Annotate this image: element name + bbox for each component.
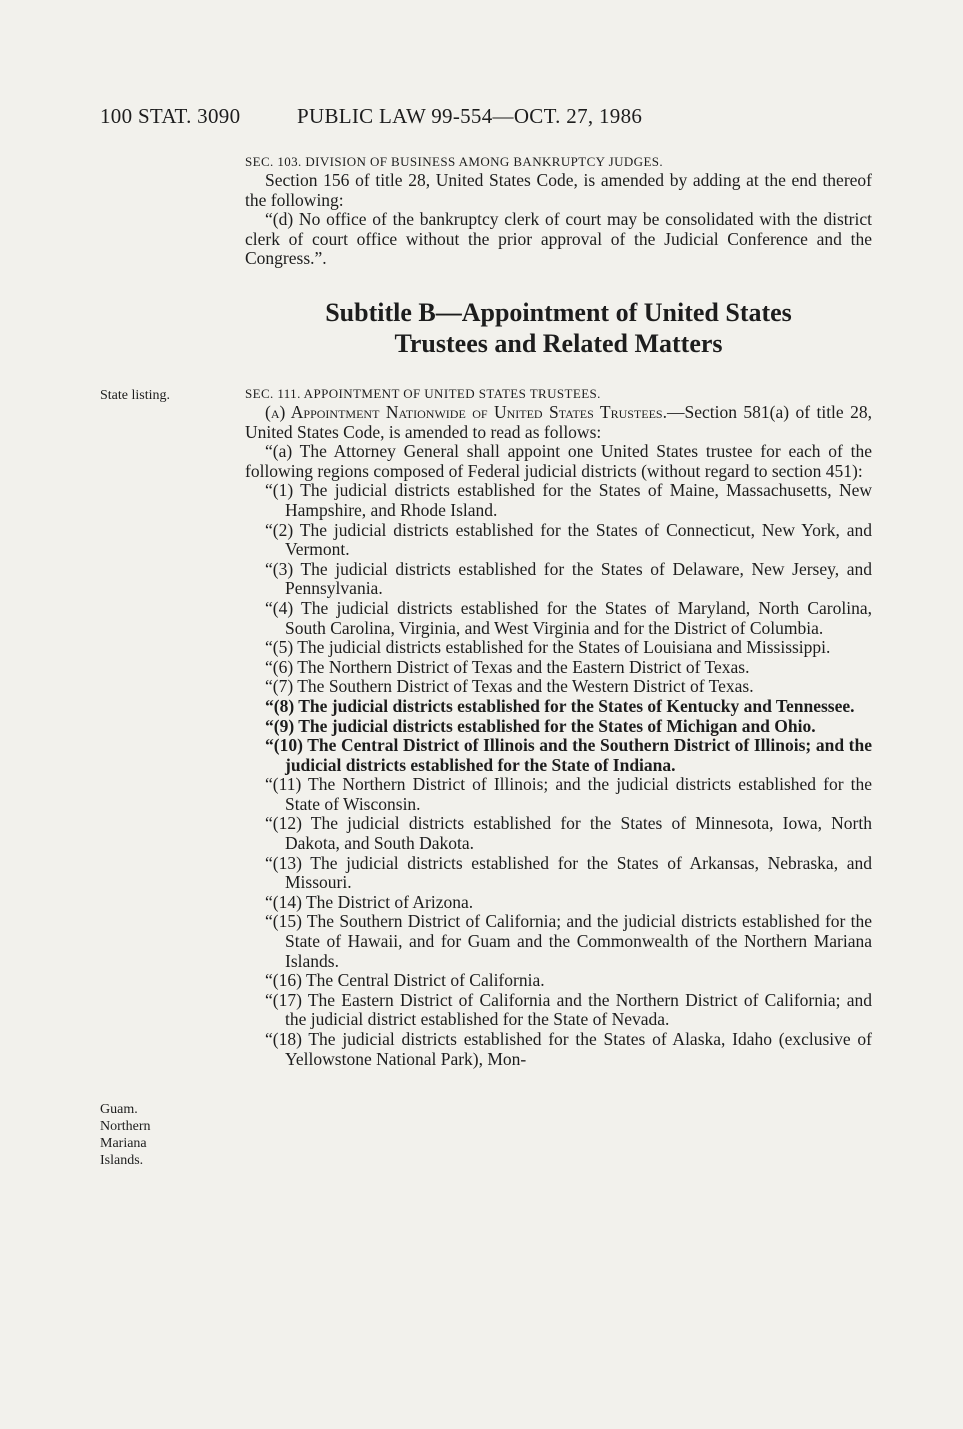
margin-note-guam-line: Mariana bbox=[100, 1136, 147, 1151]
region-item: “(18) The judicial districts established for the States of Alaska, Idaho (exclusive of Yellowstone National Park), Mon- bbox=[265, 1029, 872, 1069]
region-item: “(7) The Southern District of Texas and the Western District of Texas. bbox=[265, 676, 754, 697]
region-item: “(5) The judicial districts established for the States of Louisiana and Mississippi. bbox=[265, 637, 831, 658]
subsection-a bbox=[245, 403, 872, 442]
sec-103-para-1: Section 156 of title 28, United States Code, is amended by adding at the end thereof the following: bbox=[245, 170, 872, 210]
section-581-intro: “(a) The Attorney General shall appoint one United States trustee for each of the following regions composed of Federal judicial districts (without regard to section 451): bbox=[245, 441, 872, 481]
region-item: “(10) The Central District of Illinois and the Southern District of Illinois; and the judicial districts established for the State of Indiana. bbox=[265, 735, 872, 775]
region-item: “(2) The judicial districts established for the States of Connecticut, New York, and Vermont. bbox=[265, 519, 872, 560]
sec-111-block bbox=[245, 384, 872, 1069]
sec-111-heading: SEC. 111. APPOINTMENT OF UNITED STATES TRUSTEES. bbox=[245, 386, 601, 401]
region-item: “(16) The Central District of California. bbox=[265, 970, 545, 991]
region-item: “(12) The judicial districts established for the States of Minnesota, Iowa, North Dakota, and South Dakota. bbox=[265, 813, 872, 854]
sec-103-heading: SEC. 103. DIVISION OF BUSINESS AMONG BANKRUPTCY JUDGES. bbox=[245, 154, 664, 169]
public-law-header: PUBLIC LAW 99-554—OCT. 27, 1986 bbox=[297, 104, 643, 128]
margin-note-guam-line: Islands. bbox=[100, 1153, 144, 1168]
subtitle-heading bbox=[245, 297, 872, 359]
sec-103-para-2: “(d) No office of the bankruptcy clerk of court may be consolidated with the district clerk of court office without the prior approval of the Judicial Conference and the Congress.”. bbox=[245, 209, 872, 269]
region-item: “(14) The District of Arizona. bbox=[265, 891, 474, 912]
margin-note-state-listing: State listing. bbox=[100, 388, 170, 403]
region-item: “(8) The judicial districts established for the States of Kentucky and Tennessee. bbox=[265, 695, 855, 716]
statute-page-number: 100 STAT. 3090 bbox=[100, 104, 241, 128]
margin-note-guam bbox=[100, 1101, 151, 1169]
region-item: “(9) The judicial districts established for the States of Michigan and Ohio. bbox=[265, 715, 816, 736]
region-item: “(17) The Eastern District of California and the Northern District of California; and the judicial district established for the State of Nevada. bbox=[265, 989, 872, 1030]
region-item: “(3) The judicial districts established for the States of Delaware, New Jersey, and Pennsylvania. bbox=[265, 558, 872, 599]
region-item: “(15) The Southern District of California; and the judicial districts established for the State of Hawaii, and for Guam and the Commonwealth of the Northern Mariana Islands. bbox=[265, 911, 872, 971]
region-item: “(11) The Northern District of Illinois; and the judicial districts established for the State of Wisconsin. bbox=[265, 774, 872, 814]
region-item: “(4) The judicial districts established for the States of Maryland, North Carolina, South Carolina, Virginia, and West Virginia and for the District of Columbia. bbox=[265, 597, 872, 638]
sec-103-block bbox=[245, 152, 872, 269]
subtitle-line-1: Subtitle B—Appointment of United States bbox=[325, 298, 792, 327]
margin-note-guam-line: Northern bbox=[100, 1119, 151, 1134]
region-item: “(6) The Northern District of Texas and the Eastern District of Texas. bbox=[265, 656, 750, 677]
subsection-a-text: —Section 581(a) of title 28, United States Code, is amended to read as follows: bbox=[245, 402, 872, 442]
region-item: “(1) The judicial districts established for the States of Maine, Massachusetts, New Hampshire, and Rhode Island. bbox=[265, 480, 872, 520]
margin-note-guam-line: Guam. bbox=[100, 1102, 138, 1117]
region-item: “(13) The judicial districts established for the States of Arkansas, Nebraska, and Missouri. bbox=[265, 852, 872, 893]
subtitle-line-2: Trustees and Related Matters bbox=[394, 329, 723, 358]
subsection-a-label: (a) Appointment Nationwide of United States Trustees. bbox=[265, 402, 667, 422]
